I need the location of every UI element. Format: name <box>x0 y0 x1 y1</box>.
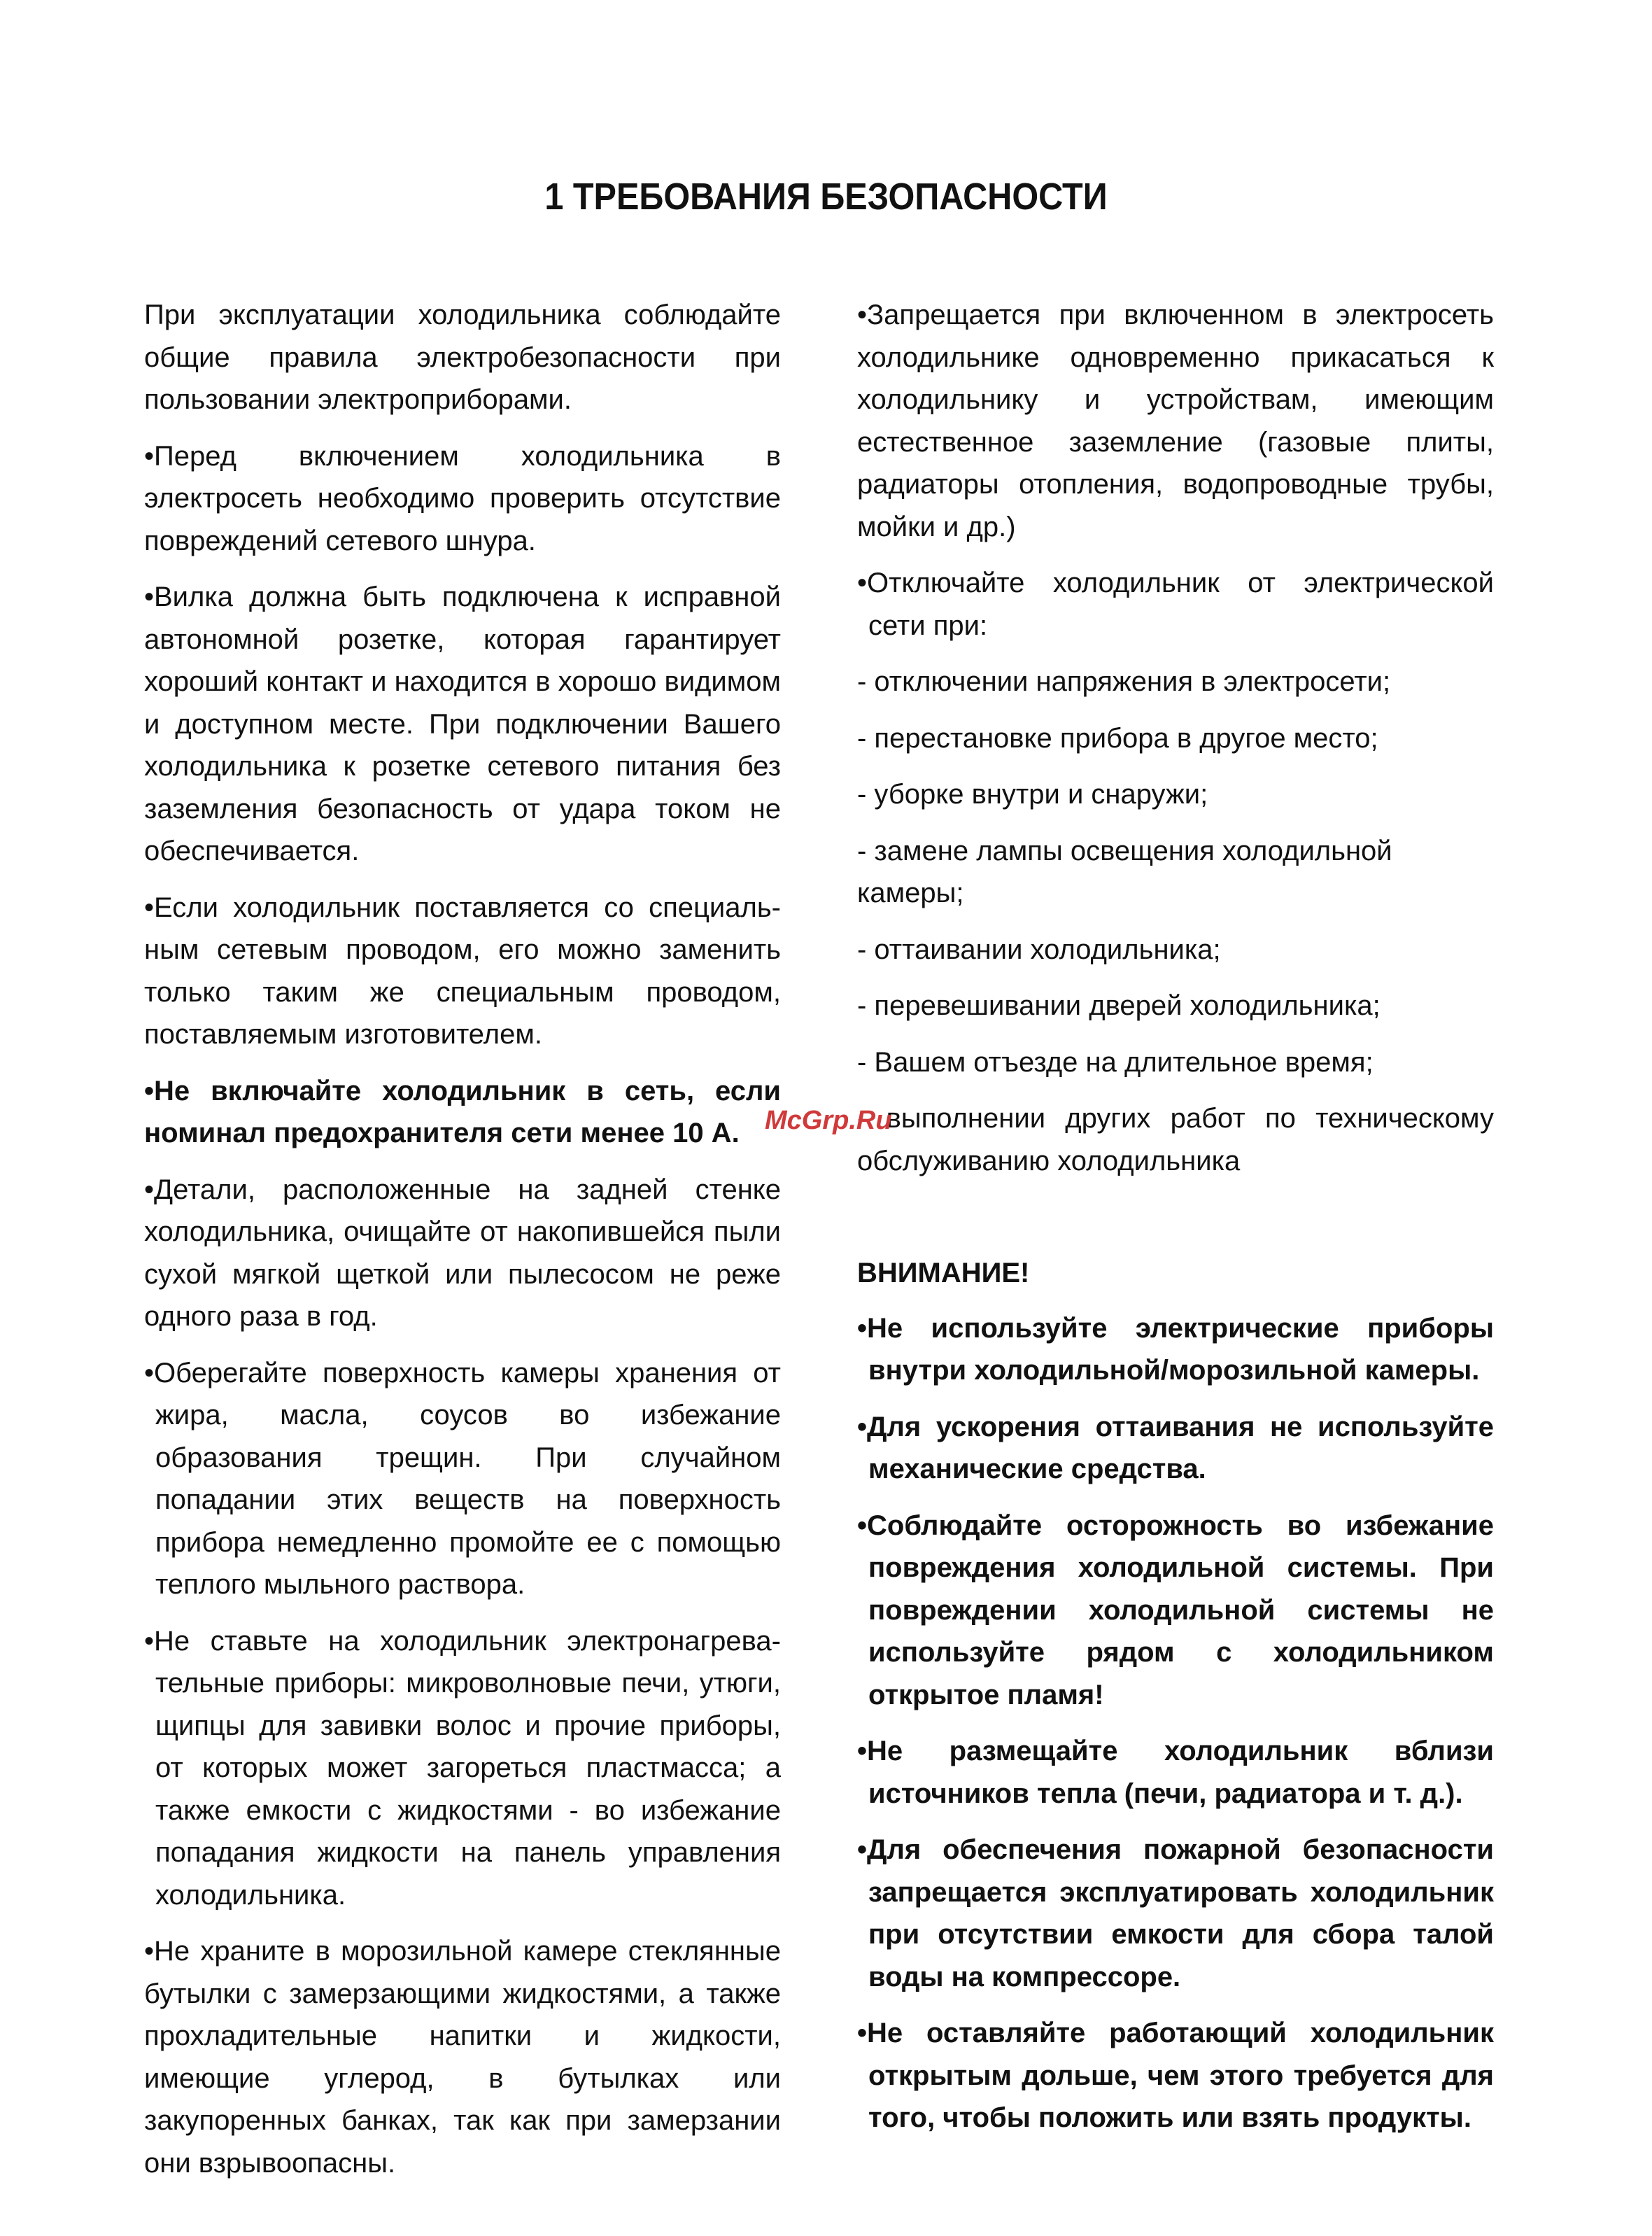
rule-no-heaters: •Не ставьте на холодильник электронагрева-тельные приборы: микроволновые печи, утюги, щипцы для завивки волос и прочие приборы, от которых может загореться пластмасса; а также емкости с жидкостями - во избежание попадания жидкости на панель управления холодильника. <box>144 1625 781 1911</box>
page-title: 1 ТРЕБОВАНИЯ БЕЗОПАСНОСТИ <box>544 176 1108 218</box>
left-column <box>144 294 781 2198</box>
rule-surface-care: •Оберегайте поверхность камеры хранения от жира, масла, соусов во избежание образования трещин. При случайном попадании этих веществ на поверхность прибора немедленно промойте ее с помощью теплого мыльного раствора. <box>144 1357 781 1600</box>
rule-special-cord: •Если холодильник поставляется со специаль-ным сетевым проводом, его можно заменить только таким же специальным проводом, поставляемым изготовителем. <box>144 892 781 1050</box>
warning-item: •Для ускорения оттаивания не используйте механические средства. <box>857 1411 1494 1484</box>
warning-item: •Не размещайте холодильник вблизи источников тепла (печи, радиатора и т. д.). <box>857 1736 1494 1809</box>
warning-item: •Для обеспечения пожарной безопасности запрещается эксплуатировать холодильник при отсутствии емкости для сбора талой воды на компрессоре. <box>857 1834 1494 1992</box>
right-column <box>857 294 1494 2153</box>
disconnect-item: - оттаивании холодильника; <box>857 934 1221 965</box>
disconnect-item: - замене лампы освещения холодильной камеры; <box>857 835 1392 908</box>
disconnect-item: - перестановке прибора в другое место; <box>857 722 1378 754</box>
warning-item: •Соблюдайте осторожность во избежание повреждения холодильной системы. При повреждении холодильной системы не используйте рядом с холодильником открытое пламя! <box>857 1510 1494 1710</box>
rule-grounding: •Запрещается при включенном в электросеть холодильнике одновременно прикасаться к холодильнику и устройствам, имеющим естественное заземление (газовые плиты, радиаторы отопления, водопроводные трубы, мойки и др.) <box>857 300 1494 542</box>
watermark: McGrp.Ru <box>765 1106 892 1135</box>
disconnect-item: - выполнении других работ по техническому обслуживанию холодильника <box>857 1103 1494 1176</box>
intro-paragraph: При эксплуатации холодильника соблюдайте общие правила электробезопасности при пользовании электроприборами. <box>144 300 781 415</box>
disconnect-item: - отключении напряжения в электросети; <box>857 666 1391 697</box>
attention-heading: ВНИМАНИЕ! <box>857 1258 1030 1288</box>
disconnect-item: - Вашем отъезде на длительное время; <box>857 1046 1374 1078</box>
disconnect-item: - перевешивании дверей холодильника; <box>857 990 1381 1021</box>
rule-dust-cleaning: •Детали, расположенные на задней стенке холодильника, очищайте от накопившейся пыли сухой мягкой щеткой или пылесосом не реже одного раза в год. <box>144 1174 781 1332</box>
warning-item: •Не используйте электрические приборы внутри холодильной/морозильной камеры. <box>857 1312 1494 1386</box>
warning-item: •Не оставляйте работающий холодильник открытым дольше, чем этого требуется для того, чтобы положить или взять продукты. <box>857 2018 1494 2133</box>
rule-socket: •Вилка должна быть подключена к исправной автономной розетке, которая гарантирует хороший контакт и находится в хорошо видимом и доступном месте. При подключении Вашего холодильника к розетке сетевого питания без заземления безопасность от удара током не обеспечивается. <box>144 582 781 866</box>
disconnect-item: - уборке внутри и снаружи; <box>857 779 1208 810</box>
rule-disconnect: •Отключайте холодильник от электрической сети при: <box>857 568 1494 641</box>
rule-glass-bottles: •Не храните в морозильной камере стеклянные бутылки с замерзающими жидкостями, а также прохладительные напитки и жидкости, имеющие углерод, в бутылках или закупоренных банках, так как при замерзании они взрывоопасны. <box>144 1936 781 2179</box>
rule-fuse-warning: •Не включайте холодильник в сеть, если номинал предохранителя сети менее 10 А. <box>144 1075 781 1148</box>
rule-cord-check: •Перед включением холодильника в электросеть необходимо проверить отсутствие повреждений сетевого шнура. <box>144 440 781 556</box>
